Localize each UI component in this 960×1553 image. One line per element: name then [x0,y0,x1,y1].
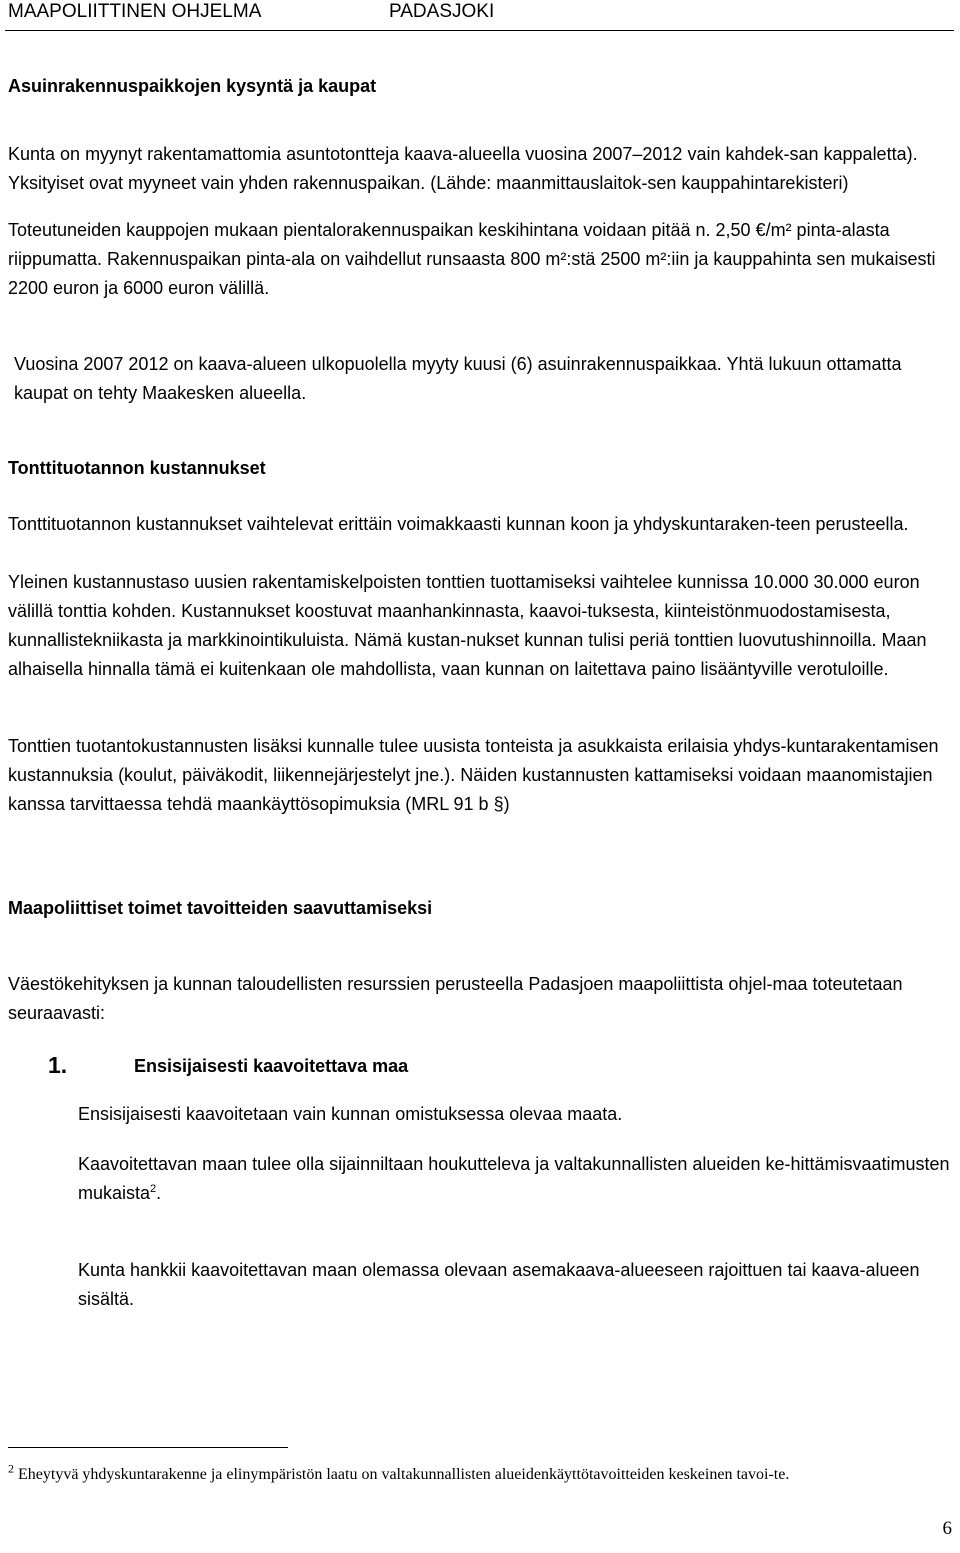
footnote-rule [8,1447,288,1448]
list-item-paragraph-2-end: . [156,1183,162,1203]
section3-heading: Maapoliittiset toimet tavoitteiden saavuttamiseksi [8,898,433,918]
footnote [8,1459,948,1490]
footnote-reference: 2 [150,1183,157,1195]
list-item-paragraph-2 [78,1150,958,1208]
section2-paragraph-3: Tonttien tuotantokustannusten lisäksi kunnalle tulee uusista tonteista ja asukkaista erilaisia yhdys-kuntarakentamisen kustannuksia (koulut, päiväkodit, liikennejärjestelyt jne.). Näiden kustannusten kattamiseksi voidaan maanomistajien kanssa tarvittaessa tehdä maankäyttösopimuksia (MRL 91 b §) [8,736,939,814]
section1-heading: Asuinrakennuspaikkojen kysyntä ja kaupat [8,76,377,96]
section2-paragraph-1: Tonttituotannon kustannukset vaihtelevat erittäin voimakkaasti kunnan koon ja yhdyskuntaraken-teen perusteella. [8,514,909,534]
list-item-paragraph-2-text: Kaavoitettavan maan tulee olla sijainniltaan houkutteleva ja valtakunnallisten alueiden ke-hittämisvaatimusten mukaista [78,1154,950,1203]
footnote-mark: 2 [8,1461,14,1476]
footnote-text: Eheytyvä yhdyskuntarakenne ja elinympäristön laatu on valtakunnallisten alueidenkäyttötavoitteiden keskeinen tavoi-te. [14,1466,790,1483]
header-rule [5,30,954,31]
header-left: MAAPOLIITTINEN OHJELMA [8,1,262,22]
section2-heading: Tonttituotannon kustannukset [8,458,266,478]
section2-paragraph-2: Yleinen kustannustaso uusien rakentamiskelpoisten tonttien tuottamiseksi vaihtelee kunnissa 10.000 30.000 euron välillä tonttia kohden. Kustannukset koostuvat maanhankinnasta, kaavoi-tuksesta, kiinteistönmuodostamisesta, kunnallistekniikasta ja markkinointikuluista. Nämä kustan-nukset kunnan tulisi periä tonttien luovutushinnoilla. Maan alhaisella hinnalla tämä ei kuitenkaan ole mahdollista, vaan kunnan on laitettava paino lisääntyville verotuloille. [8,572,927,679]
list-item-heading: Ensisijaisesti kaavoitettava maa [134,1056,409,1076]
section3-intro: Väestökehityksen ja kunnan taloudellisten resurssien perusteella Padasjoen maapoliittista ohjel-maa toteutetaan seuraavasti: [8,974,903,1023]
list-item-number: 1. [48,1052,68,1078]
list-item-paragraph-3: Kunta hankkii kaavoitettavan maan olemassa olevaan asemakaava-alueeseen rajoittuen tai kaava-alueen sisältä. [78,1260,920,1309]
list-item-paragraph-1: Ensisijaisesti kaavoitetaan vain kunnan omistuksessa olevaa maata. [78,1104,623,1124]
header-right: PADASJOKI [389,1,495,22]
section1-paragraph-2: Toteutuneiden kauppojen mukaan pientalorakennuspaikan keskihintana voidaan pitää n. 2,50 €/m² pinta-alasta riippumatta. Rakennuspaikan pinta-ala on vaihdellut runsaasta 800 m²:stä 2500 m²:iin ja kauppahinta sen mukaisesti 2200 euron ja 6000 euron välillä. [8,220,936,298]
section1-paragraph-1: Kunta on myynyt rakentamattomia asuntotontteja kaava-alueella vuosina 2007–2012 vain kahdek-san kappaletta). Yksityiset ovat myyneet vain yhden rakennuspaikan. (Lähde: maanmittauslaitok-sen kauppahintarekisteri) [8,144,918,193]
section1-paragraph-3: Vuosina 2007 2012 on kaava-alueen ulkopuolella myyty kuusi (6) asuinrakennuspaikkaa. Yhtä lukuun ottamatta kaupat on tehty Maakesken alueella. [14,354,902,403]
page-number: 6 [942,1518,952,1539]
